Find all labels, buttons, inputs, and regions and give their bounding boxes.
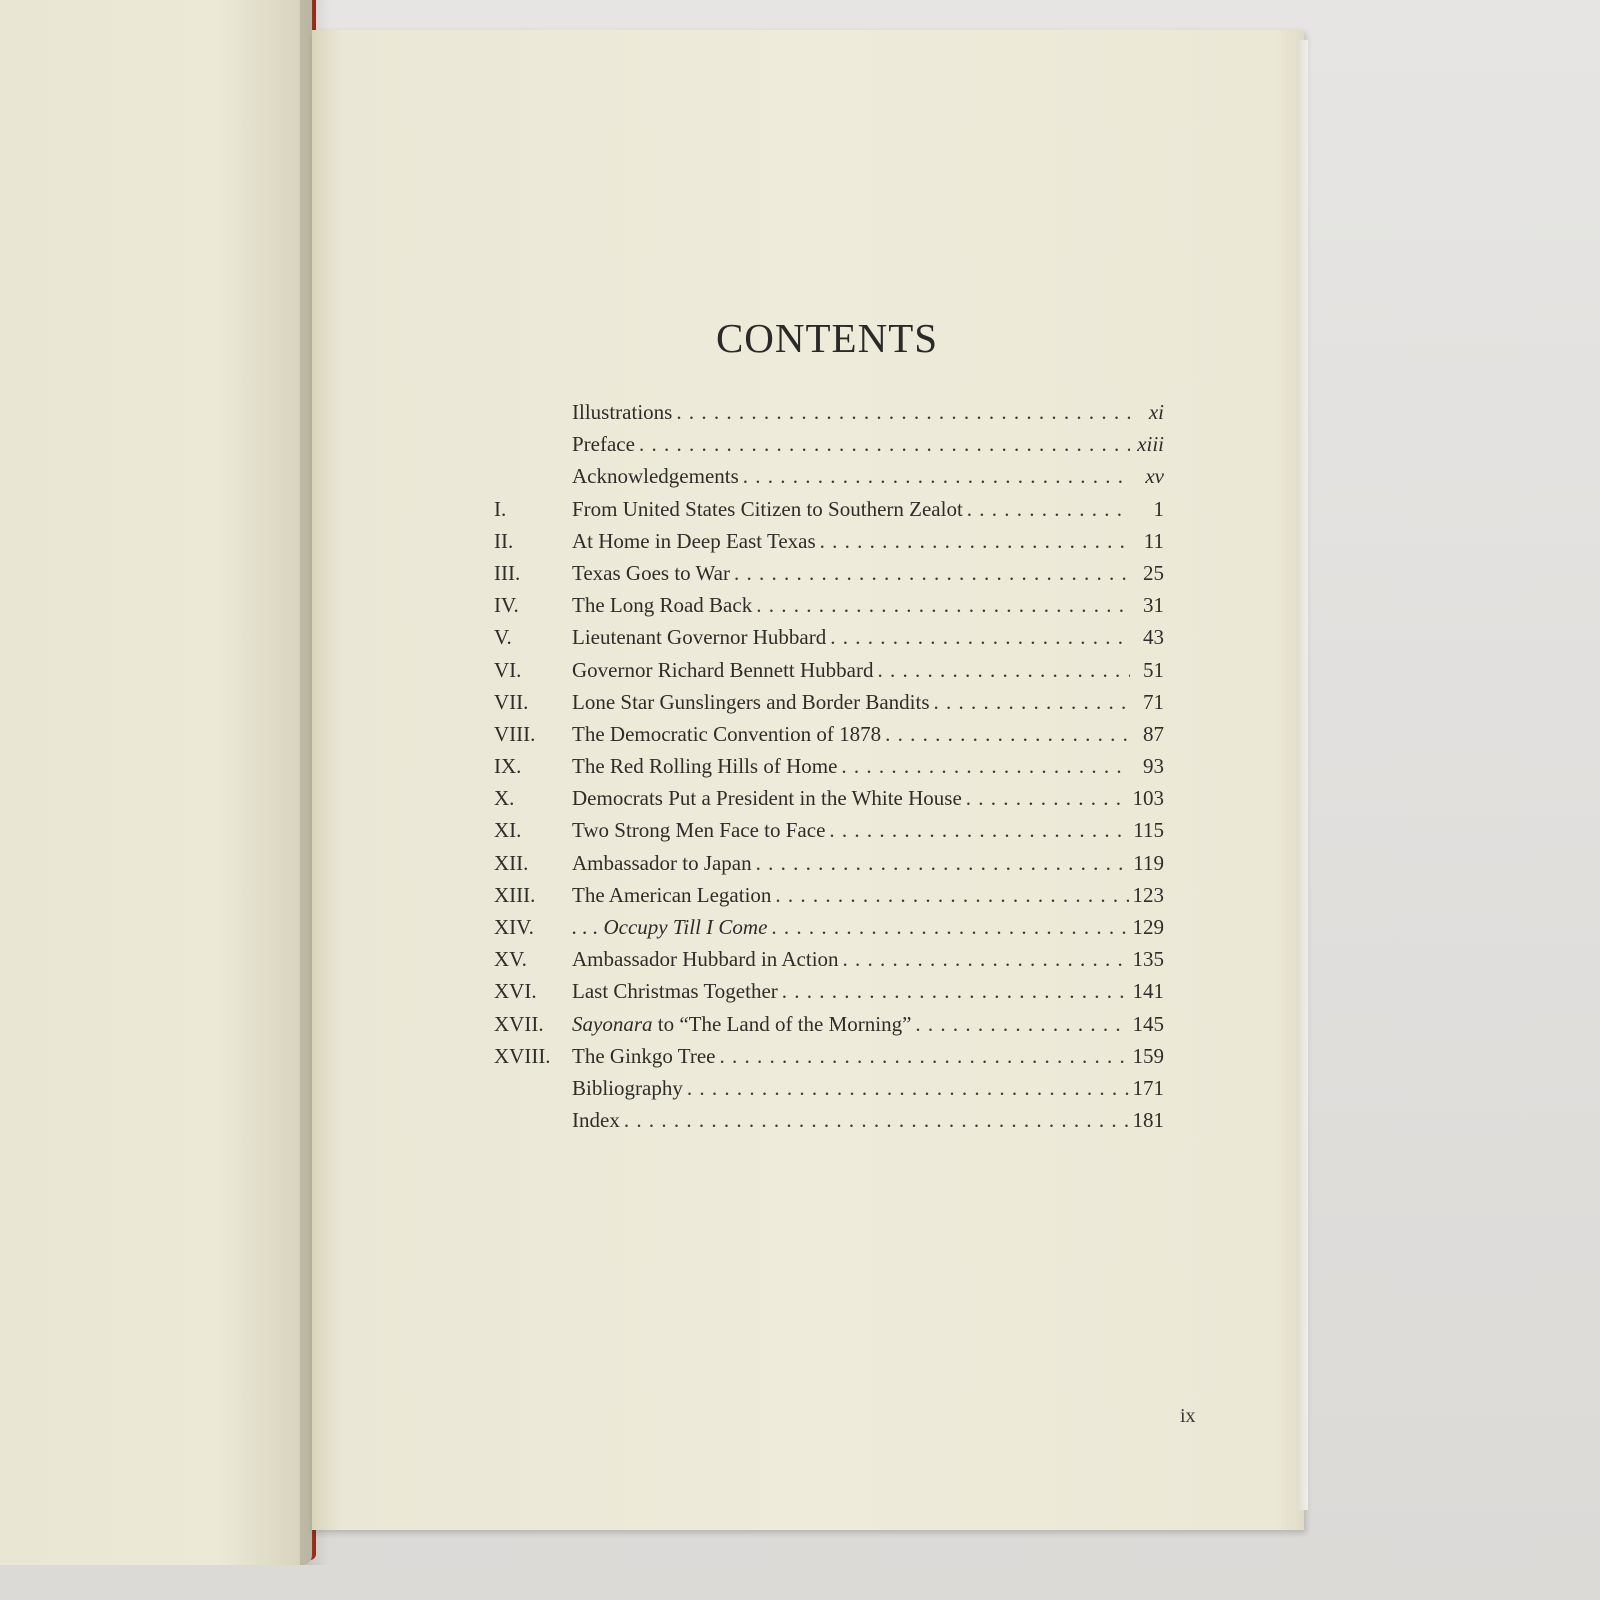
toc-entry <box>494 1012 1164 1044</box>
page-reference: 1 <box>1153 496 1164 521</box>
toc-entry <box>494 593 1164 625</box>
page-title: CONTENTS <box>715 315 939 361</box>
chapter-number: VII. <box>494 689 529 714</box>
chapter-number: X. <box>494 786 515 811</box>
toc-entry <box>494 432 1164 464</box>
chapter-number: VIII. <box>494 721 536 746</box>
dot-leader <box>756 851 1130 876</box>
dot-leader <box>676 400 1130 425</box>
table-of-contents <box>494 400 1164 1140</box>
dot-leader <box>687 1076 1129 1101</box>
page-reference: xv <box>1145 464 1164 489</box>
dot-leader <box>624 1108 1129 1133</box>
dot-leader <box>885 722 1130 747</box>
toc-entry <box>494 625 1164 657</box>
chapter-title-rest: to “The Land of the Morning” <box>652 1011 912 1036</box>
page-reference: 135 <box>1132 947 1164 972</box>
dot-leader <box>820 529 1130 554</box>
chapter-number: IV. <box>494 593 519 618</box>
dot-leader <box>915 1012 1128 1037</box>
chapter-title: The Long Road Back <box>572 593 753 618</box>
page-reference: 123 <box>1132 882 1164 907</box>
chapter-title: Two Strong Men Face to Face <box>572 818 826 843</box>
chapter-number: II. <box>494 528 514 553</box>
toc-entry <box>494 464 1164 496</box>
chapter-number: XIV. <box>494 915 534 939</box>
page-edge <box>1298 40 1308 1510</box>
chapter-title: Acknowledgements <box>572 464 739 489</box>
chapter-title: Ambassador Hubbard in Action <box>572 947 839 972</box>
chapter-title: Lone Star Gunslingers and Border Bandits <box>572 689 930 714</box>
page-reference: xiii <box>1137 432 1164 457</box>
toc-entry <box>494 754 1164 786</box>
chapter-title <box>572 1012 911 1037</box>
chapter-number: XV. <box>494 947 527 972</box>
chapter-number: V. <box>494 625 512 650</box>
toc-entry <box>494 529 1164 561</box>
dot-leader <box>775 883 1128 908</box>
dot-leader <box>878 658 1131 683</box>
chapter-title: Democrats Put a President in the White House <box>572 786 962 811</box>
page-reference: 119 <box>1133 850 1164 875</box>
dot-leader <box>966 786 1129 811</box>
chapter-title: Texas Goes to War <box>572 560 730 585</box>
page-reference: 87 <box>1143 721 1164 746</box>
dot-leader <box>967 497 1130 522</box>
chapter-title: Preface <box>572 432 635 457</box>
chapter-title: Ambassador to Japan <box>572 850 752 875</box>
chapter-number: I. <box>494 496 507 521</box>
dot-leader <box>771 915 1128 940</box>
toc-entry <box>494 851 1164 883</box>
chapter-number: III. <box>494 560 521 585</box>
chapter-number: XI. <box>494 818 522 843</box>
chapter-number: VI. <box>494 657 522 682</box>
chapter-title: Governor Richard Bennett Hubbard <box>572 657 874 682</box>
page-reference: 129 <box>1132 915 1164 939</box>
chapter-title: At Home in Deep East Texas <box>572 528 816 553</box>
page-reference: 25 <box>1143 560 1164 585</box>
left-page <box>0 0 312 1565</box>
toc-entry <box>494 400 1164 432</box>
chapter-title: The Ginkgo Tree <box>572 1043 716 1068</box>
dot-leader <box>830 625 1130 650</box>
chapter-title: The Red Rolling Hills of Home <box>572 754 838 779</box>
toc-entry <box>494 658 1164 690</box>
dot-leader <box>782 979 1129 1004</box>
page-reference: 115 <box>1133 818 1164 843</box>
page-number: ix <box>1180 1405 1196 1427</box>
chapter-number: IX. <box>494 754 522 779</box>
dot-leader <box>734 561 1130 586</box>
dot-leader <box>841 754 1130 779</box>
chapter-title: Last Christmas Together <box>572 979 778 1004</box>
toc-entry <box>494 1108 1164 1140</box>
toc-entry <box>494 690 1164 722</box>
toc-entry <box>494 947 1164 979</box>
chapter-title-italic: Sayonara <box>572 1011 653 1036</box>
page-reference: 171 <box>1132 1075 1164 1100</box>
toc-entry <box>494 561 1164 593</box>
page-reference: 11 <box>1143 528 1164 553</box>
dot-leader <box>829 818 1129 843</box>
chapter-number: XVIII. <box>494 1043 551 1068</box>
page-reference: 31 <box>1143 593 1164 618</box>
dot-leader <box>843 947 1129 972</box>
page-reference: 51 <box>1143 657 1164 682</box>
toc-entry <box>494 786 1164 818</box>
page-reference: 141 <box>1132 979 1164 1004</box>
toc-entry <box>494 722 1164 754</box>
dot-leader <box>639 432 1130 457</box>
chapter-title: . . . Occupy Till I Come <box>572 915 768 939</box>
chapter-title: Index <box>572 1108 620 1133</box>
dot-leader <box>756 593 1130 618</box>
page-reference: 181 <box>1132 1108 1164 1133</box>
chapter-number: XIII. <box>494 882 536 907</box>
chapter-title: The American Legation <box>572 882 772 907</box>
chapter-title: From United States Citizen to Southern Zealot <box>572 496 963 521</box>
dot-leader <box>743 464 1130 489</box>
toc-entry <box>494 979 1164 1011</box>
page-reference: 145 <box>1132 1011 1164 1036</box>
chapter-number: XVI. <box>494 979 537 1004</box>
toc-entry <box>494 818 1164 850</box>
toc-entry <box>494 1044 1164 1076</box>
toc-entry <box>494 883 1164 915</box>
page-reference: 159 <box>1132 1043 1164 1068</box>
toc-entry <box>494 497 1164 529</box>
chapter-number: XVII. <box>494 1011 544 1036</box>
toc-entry <box>494 1076 1164 1108</box>
chapter-title: Bibliography <box>572 1075 683 1100</box>
page-reference: xi <box>1148 400 1164 424</box>
page-reference: 43 <box>1143 625 1164 650</box>
page-reference: 93 <box>1143 754 1164 779</box>
page-reference: 71 <box>1143 689 1164 714</box>
toc-entry <box>494 915 1164 947</box>
chapter-title: Illustrations <box>572 400 673 424</box>
chapter-title: Lieutenant Governor Hubbard <box>572 625 827 650</box>
chapter-number: XII. <box>494 850 529 875</box>
page-reference: 103 <box>1132 786 1164 811</box>
dot-leader <box>934 690 1130 715</box>
chapter-title: The Democratic Convention of 1878 <box>572 721 882 746</box>
dot-leader <box>720 1044 1129 1069</box>
